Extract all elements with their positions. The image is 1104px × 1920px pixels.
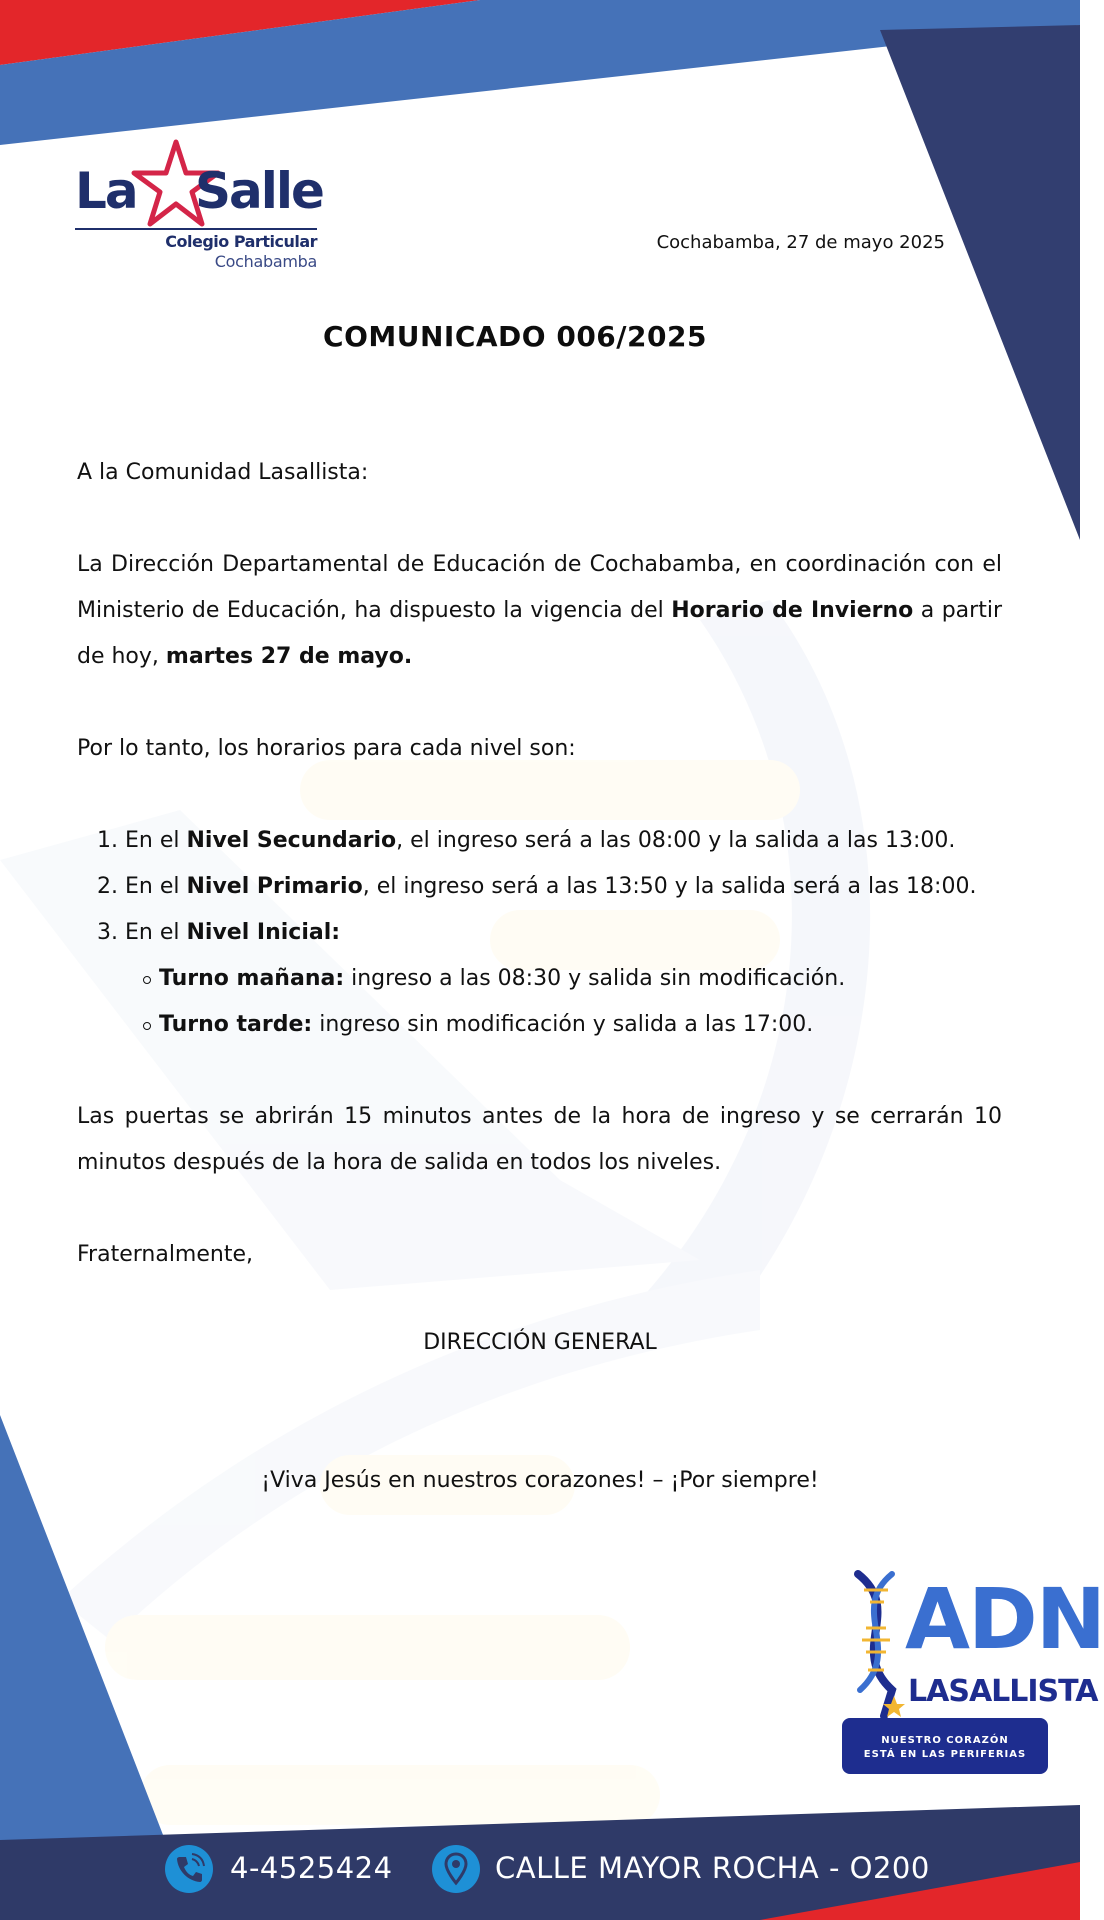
logo-text-la: La (75, 162, 137, 220)
list-item (125, 910, 1002, 1048)
level-name: Nivel Primario (186, 874, 363, 899)
list-item-prefix: En el (125, 920, 187, 945)
paragraph-doors: Las puertas se abrirán 15 minutos antes de la hora de ingreso y se cerrarán 10 minutos después de la hora de salida en todos los niveles. (77, 1104, 1002, 1175)
signature: DIRECCIÓN GENERAL (423, 1330, 657, 1355)
greeting: A la Comunidad Lasallista: (77, 460, 369, 485)
la-salle-logo (75, 140, 335, 275)
badge-tagline-2: ESTÁ EN LAS PERIFERIAS (863, 1749, 1027, 1760)
announcement-text: La Dirección Departamental de Educación de Cochabamba, en coordinación con el Ministerio de Educación, ha dispuesto la vigencia del (77, 552, 1002, 623)
list-item (125, 864, 1002, 910)
shift-list (125, 956, 1002, 1048)
list-item-detail: , el ingreso será a las 08:00 y la salida a las 13:00. (396, 828, 956, 853)
paragraph-schedules-intro: Por lo tanto, los horarios para cada nivel son: (77, 736, 576, 761)
list-item-detail: , el ingreso será a las 13:50 y la salida será a las 18:00. (362, 874, 977, 899)
list-item-prefix: En el (125, 828, 187, 853)
level-name: Nivel Secundario (186, 828, 397, 853)
location-pin-icon (432, 1845, 480, 1893)
motto: ¡Viva Jesús en nuestros corazones! – ¡Por siempre! (261, 1468, 819, 1493)
badge-tagline-1: NUESTRO CORAZÓN (881, 1735, 1009, 1746)
start-date-label: martes 27 de mayo. (165, 644, 413, 669)
shift-detail: ingreso a las 08:30 y salida sin modificación. (344, 966, 846, 991)
schedule-list (77, 818, 1002, 1048)
letter-title: COMUNICADO 006/2025 (323, 320, 707, 353)
winter-schedule-label: Horario de Invierno (671, 598, 914, 623)
phone-icon (165, 1845, 213, 1893)
logo-divider (75, 228, 317, 230)
sub-list-item (159, 956, 1002, 1002)
paragraph-announcement (77, 542, 1002, 680)
badge-adn: ADN (905, 1570, 1104, 1668)
shift-name: Turno mañana: (159, 966, 345, 991)
letter-date: Cochabamba, 27 de mayo 2025 (656, 232, 945, 253)
dna-helix-icon (844, 1570, 908, 1720)
badge-banner (842, 1718, 1048, 1774)
letter-body (77, 450, 1002, 1278)
announcement-text-mid: a partir de hoy, (77, 598, 1002, 669)
shift-detail: ingreso sin modificación y salida a las 17:00. (312, 1012, 814, 1037)
level-name: Nivel Inicial: (186, 920, 341, 945)
list-item-prefix: En el (125, 874, 187, 899)
logo-subtitle: Colegio Particular (165, 232, 317, 251)
badge-lasallista: LASALLISTA (908, 1674, 1098, 1709)
logo-city: Cochabamba (214, 252, 317, 271)
footer-address: CALLE MAYOR ROCHA - O200 (495, 1851, 930, 1885)
closing: Fraternalmente, (77, 1242, 253, 1267)
logo-text-salle: Salle (195, 162, 323, 220)
shift-name: Turno tarde: (159, 1012, 313, 1037)
list-item (125, 818, 1002, 864)
footer-phone: 4-4525424 (230, 1851, 393, 1885)
adn-lasallista-badge (840, 1570, 1104, 1775)
sub-list-item (159, 1002, 1002, 1048)
